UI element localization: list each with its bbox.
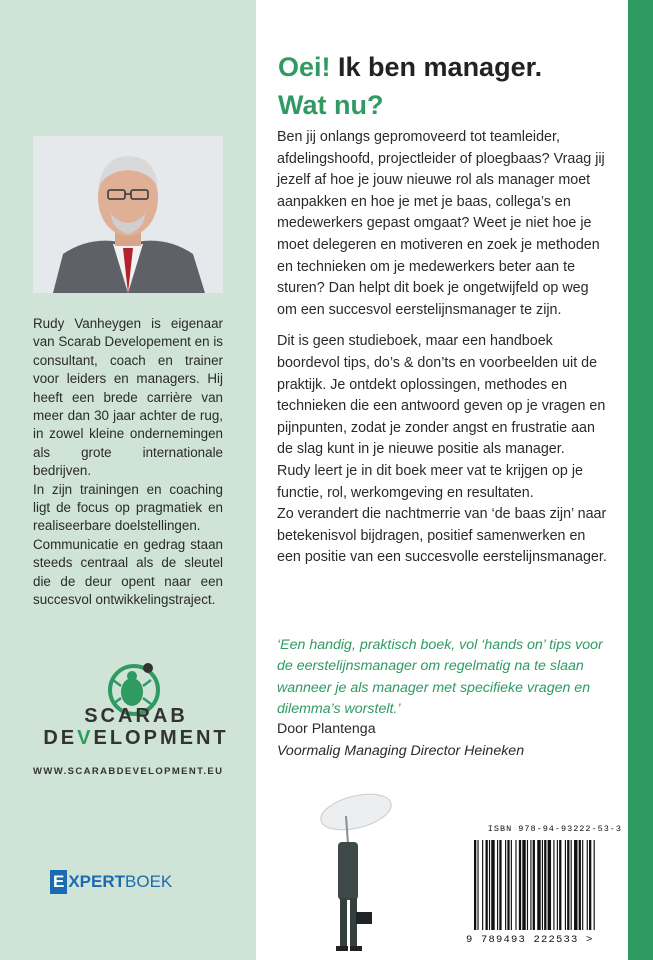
isbn-label: ISBN 978-94-93222-53-3: [487, 824, 622, 834]
barcode-bar: [511, 840, 512, 930]
barcode-bar: [579, 840, 581, 930]
endorsement-role: Voormalig Managing Director Heineken: [277, 743, 525, 759]
barcode-bar: [537, 840, 540, 930]
bio-paragraph: Rudy Vanheygen is eigenaar van Scarab Developement en is consultant, coach en trainer voor leiders en managers. Hij heeft een brede carrière van meer dan 30 jaar achter de rug, in zowel kleine ondernemingen als grote internationale bedrijven.: [33, 316, 223, 479]
expertboek-xpert: XPERT: [68, 872, 126, 891]
barcode-icon: [474, 840, 626, 930]
title-part3: Wat nu?: [278, 90, 384, 120]
barcode-bar: [544, 840, 546, 930]
bio-paragraph: Communicatie en gedrag staan steeds centraal als de sleutel die de deur opent naar een succesvol ontwikkelingstraject.: [33, 536, 223, 608]
scarab-wordmark: [36, 705, 236, 749]
title-part2: Ik ben manager.: [330, 52, 543, 82]
endorsement-quote: ‘Een handig, praktisch boek, vol ‘hands on’ tips voor de eerstelijnsmanager om regelmatig na te slaan wanneer je als manager met specifieke vragen en dilemma’s worstelt.’: [277, 637, 603, 718]
isbn-digits: 9 789493 222533 >: [466, 934, 594, 946]
businessman-illustration: [296, 780, 416, 960]
barcode-bar: [519, 840, 521, 930]
website-url: WWW.SCARABDEVELOPMENT.EU: [33, 766, 224, 777]
scarab-wordmark-line1: SCARAB: [84, 705, 188, 727]
isbn-barcode-block: [456, 812, 626, 950]
barcode-bar: [486, 840, 488, 930]
barcode-bar: [542, 840, 543, 930]
expertboek-logo: [50, 868, 172, 896]
expertboek-boek: BOEK: [125, 872, 173, 891]
barcode-bar: [499, 840, 501, 930]
barcode-bar: [489, 840, 490, 930]
barcode-bar: [497, 840, 498, 930]
title-part1: Oei!: [278, 52, 331, 82]
barcode-bar: [474, 840, 476, 930]
barcode-bar: [557, 840, 558, 930]
barcode-bar: [574, 840, 577, 930]
barcode-bar: [477, 840, 478, 930]
barcode-bar: [527, 840, 528, 930]
blurb-paragraph: Dit is geen studieboek, maar een handboek boordevol tips, do’s & don’ts en voorbeelden uit de praktijk. Je ontdekt oplossingen, methodes en technieken die een antwoord geven op je vragen en pijnpunten, zodat je zonder angst en frustratie aan de slag kunt in je nieuwe positie als manager.: [277, 333, 606, 458]
barcode-bar: [565, 840, 566, 930]
barcode-bar: [571, 840, 572, 930]
blurb-paragraph: Ben jij onlangs gepromoveerd tot teamleider, afdelingshoofd, projectleider of ploegbaas? Vraag jij jezelf af hoe je jouw nieuwe rol als manager moet aanpakken en hoe je met je baas, collega’s en medewerkers gepast omgaat? Weet je niet hoe je moet delegeren en motiveren en zoek je methoden en technieken om je medewerkers beter aan te sturen? Dan helpt dit boek je ongetwijfeld op weg om een succesvol eerstelijnsmanager te zijn.: [277, 129, 605, 318]
barcode-bar: [594, 840, 595, 930]
barcode-bar: [548, 840, 551, 930]
barcode-bar: [587, 840, 588, 930]
book-title: [278, 48, 623, 124]
author-bio: [33, 315, 223, 610]
endorsement-author: Door Plantenga: [277, 721, 376, 737]
barcode-bar: [491, 840, 494, 930]
blurb-paragraph: Zo verandert die nachtmerrie van ‘de baas zijn’ naar betekenisvol bijdragen, positief samenwerken en een positie van een succesvolle eerstelijnsmanager.: [277, 506, 607, 566]
author-photo: [33, 136, 223, 293]
barcode-bar: [515, 840, 516, 930]
green-stripe: [628, 0, 653, 960]
barcode-bar: [567, 840, 569, 930]
barcode-bar: [505, 840, 506, 930]
blurb: [277, 127, 612, 569]
blurb-paragraph: Rudy leert je in dit boek meer vat te krijgen op je functie, rol, werkomgeving en resultaten.: [277, 462, 583, 501]
barcode-bar: [582, 840, 583, 930]
barcode-bar: [533, 840, 535, 930]
barcode-bar: [553, 840, 554, 930]
barcode-bar: [589, 840, 591, 930]
barcode-bar: [559, 840, 561, 930]
scarab-wordmark-line2: DEVELOPMENT: [43, 727, 229, 749]
barcode-bar: [530, 840, 531, 930]
barcode-bar: [482, 840, 483, 930]
expertboek-e: E: [50, 870, 67, 894]
barcode-bar: [522, 840, 525, 930]
barcode-bar: [507, 840, 509, 930]
bio-paragraph: In zijn trainingen en coaching ligt de focus op pragmatiek en realiseerbare doelstellingen.: [33, 481, 223, 534]
